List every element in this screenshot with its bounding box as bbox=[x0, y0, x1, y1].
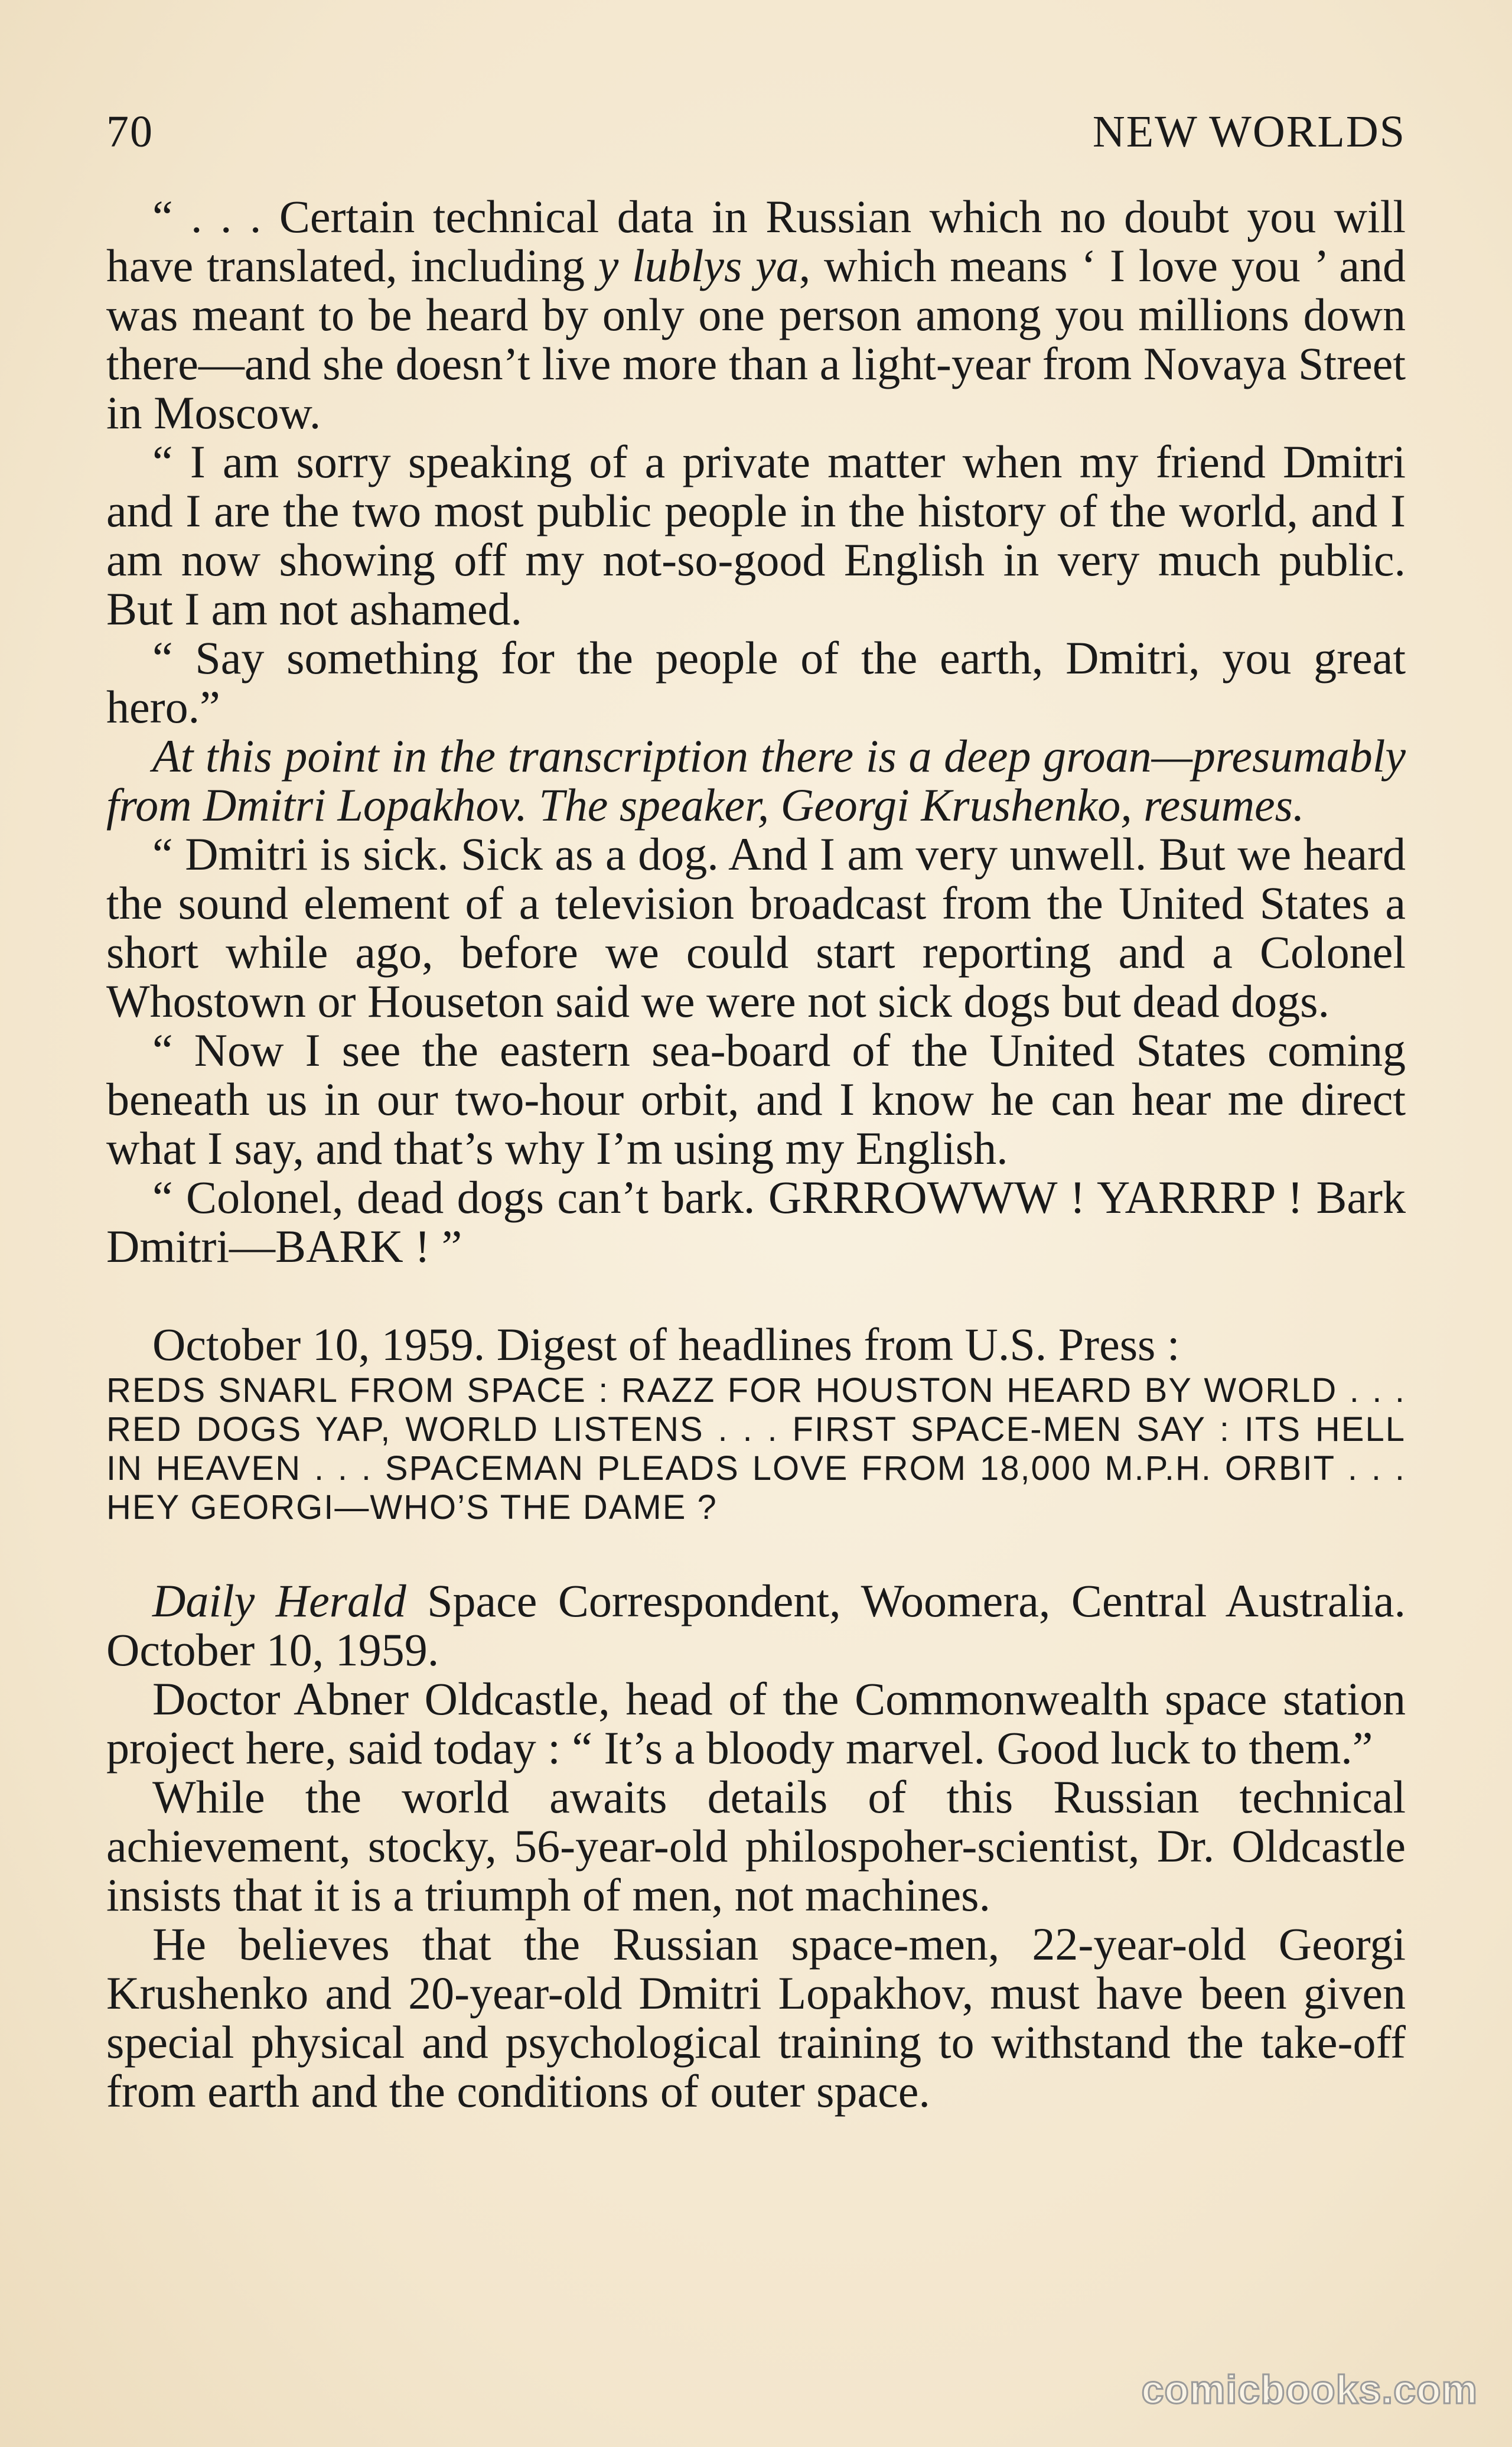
running-title: NEW WORLDS bbox=[1092, 107, 1406, 157]
headlines-block: REDS SNARL FROM SPACE : RAZZ FOR HOUSTON HEARD BY WORLD . . . RED DOGS YAP, WORLD LISTENS . . . FIRST SPACE-MEN SAY : ITS HELL IN HEAVEN . . . SPACEMAN PLEADS LOVE FROM 18,000 M.P.H. ORBIT . . . HEY GEORGI—WHO’S THE DAME ? bbox=[106, 1371, 1406, 1527]
paragraph: Doctor Abner Oldcastle, head of the Commonwealth space station project here, said today : “ It’s a bloody marvel. Good luck to them.” bbox=[106, 1673, 1406, 1774]
italic-paragraph: At this point in the transcription there is a deep groan—presumably from Dmitri Lopakhov. The speaker, Georgi Krushenko, resumes. bbox=[106, 730, 1406, 831]
paragraph: While the world awaits details of this Russian technical achievement, stocky, 56-year-old philospoher-scientist, Dr. Oldcastle insists that it is a triumph of men, not machines. bbox=[106, 1771, 1406, 1921]
body-text bbox=[106, 192, 1406, 2116]
watermark: comicbooks.com bbox=[1141, 2367, 1478, 2412]
paragraph: He believes that the Russian space-men, 22-year-old Georgi Krushenko and 20-year-old Dmitri Lopakhov, must have been given special physical and psychological training to withstand the take-off from earth and the conditions of outer space. bbox=[106, 1918, 1406, 2117]
book-page bbox=[106, 106, 1406, 2116]
paragraph: “ Dmitri is sick. Sick as a dog. And I am very unwell. But we heard the sound element of a television broadcast from the United States a short while ago, before we could start reporting and a Colonel Whostown or Houseton said we were not sick dogs but dead dogs. bbox=[106, 828, 1406, 1027]
paragraph: Daily Herald Space Correspondent, Woomera, Central Australia. October 10, 1959. bbox=[106, 1575, 1406, 1675]
page-header bbox=[106, 106, 1406, 158]
paragraph: October 10, 1959. Digest of headlines from U.S. Press : bbox=[152, 1319, 1180, 1370]
paragraph: “ Say something for the people of the earth, Dmitri, you great hero.” bbox=[106, 632, 1406, 733]
page-number: 70 bbox=[106, 107, 154, 157]
paragraph: “ . . . Certain technical data in Russian which no doubt you will have translated, including y lublys ya, which means ‘ I love you ’ and was meant to be heard by only one person among you millions down there—and she doesn’t live more than a light-year from Novaya Street in Moscow. bbox=[106, 191, 1406, 438]
paragraph: “ I am sorry speaking of a private matter when my friend Dmitri and I are the two most public people in the history of the world, and I am now showing off my not-so-good English in very much public. But I am not ashamed. bbox=[106, 436, 1406, 634]
paragraph: “ Now I see the eastern sea-board of the United States coming beneath us in our two-hour orbit, and I know he can hear me direct what I say, and that’s why I’m using my English. bbox=[106, 1024, 1406, 1174]
paragraph: “ Colonel, dead dogs can’t bark. GRRROWWW ! YARRRP ! Bark Dmitri—BARK ! ” bbox=[106, 1172, 1406, 1272]
